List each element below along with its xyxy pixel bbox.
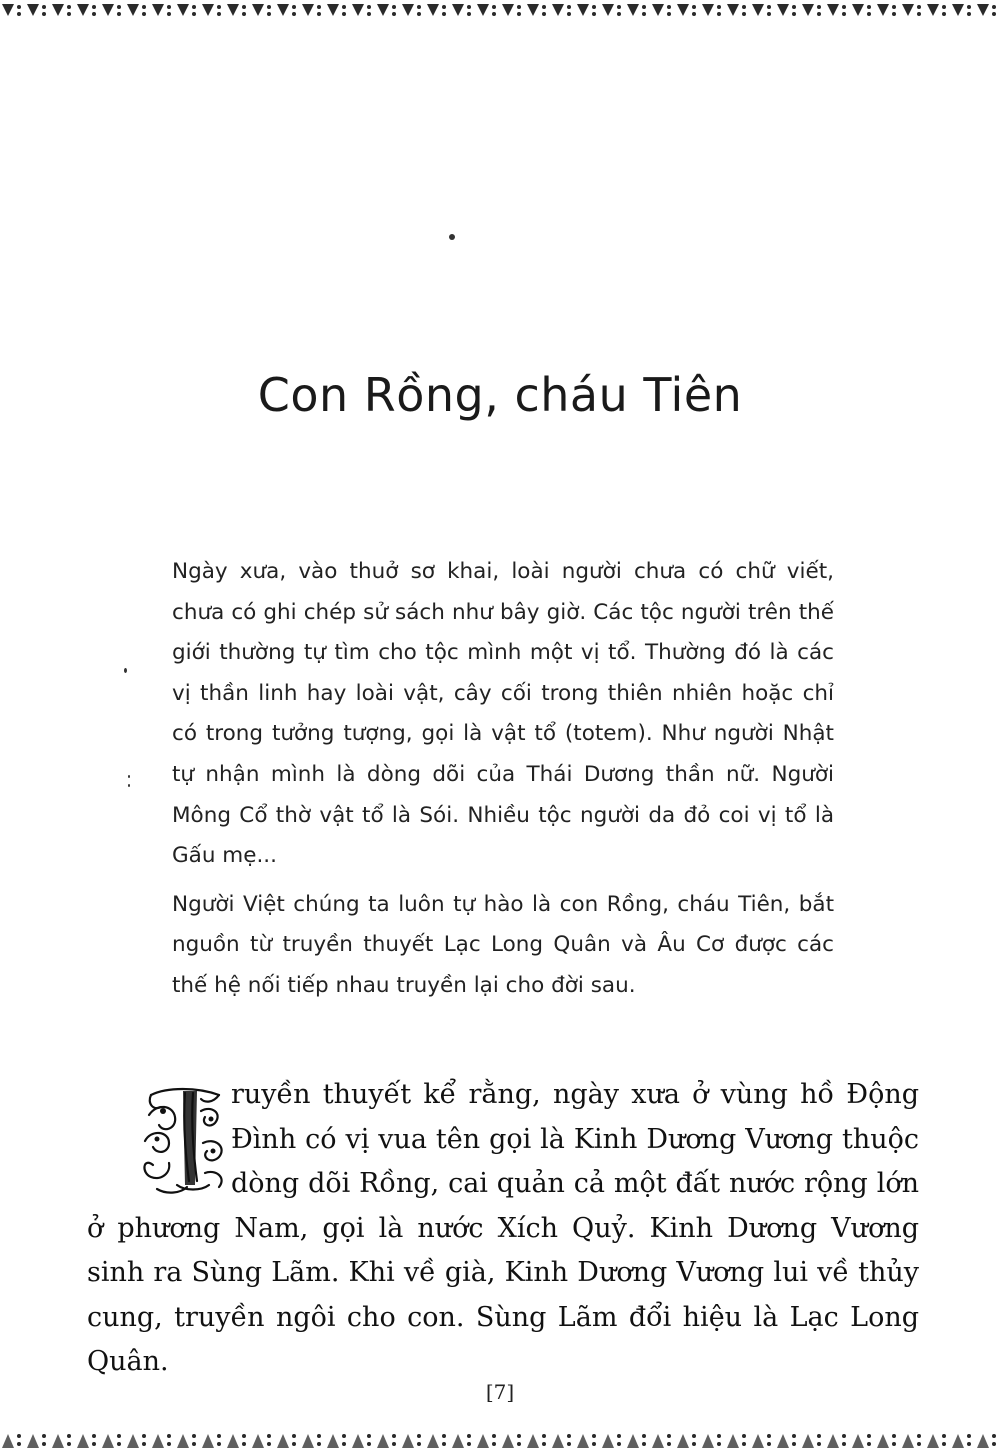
border-triangle xyxy=(927,1434,939,1448)
border-dot xyxy=(967,12,971,16)
border-dot xyxy=(167,5,171,9)
border-triangle xyxy=(652,1434,664,1448)
border-triangle xyxy=(327,4,339,16)
bottom-decorative-border xyxy=(0,1424,1000,1454)
border-dot xyxy=(367,12,371,16)
border-dot xyxy=(392,12,396,16)
border-dot xyxy=(517,5,521,9)
border-dot xyxy=(267,1442,271,1446)
border-dot xyxy=(242,12,246,16)
border-dot xyxy=(667,12,671,16)
border-triangle xyxy=(402,1434,414,1448)
border-dot xyxy=(517,12,521,16)
border-dot xyxy=(442,12,446,16)
border-triangle xyxy=(702,4,714,16)
border-dot xyxy=(167,1434,171,1438)
ornamental-drop-cap xyxy=(87,1081,237,1197)
border-dot xyxy=(992,1434,996,1438)
border-triangle xyxy=(902,4,914,16)
border-triangle xyxy=(977,4,989,16)
chapter-title: Con Rồng, cháu Tiên xyxy=(257,368,743,422)
border-dot xyxy=(742,1442,746,1446)
border-dot xyxy=(217,1434,221,1438)
border-dot xyxy=(92,1442,96,1446)
border-dot xyxy=(617,12,621,16)
border-triangle xyxy=(152,4,164,16)
border-dot xyxy=(917,1442,921,1446)
border-triangle xyxy=(877,1434,889,1448)
border-triangle xyxy=(952,1434,964,1448)
border-triangle xyxy=(602,1434,614,1448)
border-triangle xyxy=(502,1434,514,1448)
border-dot xyxy=(667,1434,671,1438)
border-dot xyxy=(417,1442,421,1446)
border-dot xyxy=(642,1434,646,1438)
border-dot xyxy=(592,1442,596,1446)
border-dot xyxy=(342,1442,346,1446)
border-dot xyxy=(192,5,196,9)
border-triangle xyxy=(902,1434,914,1448)
border-dot xyxy=(492,1442,496,1446)
border-dot xyxy=(967,1442,971,1446)
intro-paragraph: Ngày xưa, vào thuở sơ khai, loài người chưa có chữ viết, chưa có ghi chép sử sách như bây giờ. Các tộc người trên thế giới thường tự tìm cho tộc mình một vị tổ. Thường đó là các vị thần linh hay loài vật, cây cối trong thiên nhiên hoặc chỉ có trong tưởng tượng, gọi là vật tổ (totem). Như người Nhật tự nhận mình là dòng dõi của Thái Dương thần nữ. Người Mông Cổ thờ vật tổ là Sói. Nhiều tộc người da đỏ coi vị tổ là Gấu mẹ... xyxy=(172,559,834,869)
border-dot xyxy=(767,1442,771,1446)
border-triangle xyxy=(52,4,64,16)
border-triangle xyxy=(277,1434,289,1448)
border-dot xyxy=(617,5,621,9)
border-triangle xyxy=(152,1434,164,1448)
border-dot xyxy=(392,1434,396,1438)
drop-cap-ornament-icon xyxy=(87,1081,237,1197)
border-dot xyxy=(792,1442,796,1446)
scan-speck xyxy=(128,784,130,787)
border-dot xyxy=(67,5,71,9)
border-triangle xyxy=(602,4,614,16)
border-dot xyxy=(617,1442,621,1446)
border-triangle xyxy=(402,4,414,16)
border-dot xyxy=(767,1434,771,1438)
border-dot xyxy=(67,1434,71,1438)
border-triangle xyxy=(527,4,539,16)
border-triangle xyxy=(852,4,864,16)
border-dot xyxy=(467,12,471,16)
intro-section xyxy=(172,552,834,1007)
border-dot xyxy=(517,1442,521,1446)
border-triangle xyxy=(77,1434,89,1448)
border-dot xyxy=(642,1442,646,1446)
border-triangle xyxy=(352,4,364,16)
border-dot xyxy=(492,1434,496,1438)
border-triangle xyxy=(102,4,114,16)
border-dot xyxy=(92,1434,96,1438)
border-dot xyxy=(917,12,921,16)
border-dot xyxy=(717,12,721,16)
border-dot xyxy=(842,5,846,9)
border-dot xyxy=(467,1442,471,1446)
border-dot xyxy=(942,12,946,16)
border-triangle xyxy=(102,1434,114,1448)
border-dot xyxy=(467,1434,471,1438)
border-triangle xyxy=(577,4,589,16)
border-triangle xyxy=(227,1434,239,1448)
border-dot xyxy=(417,12,421,16)
scan-speck xyxy=(449,234,455,240)
border-dot xyxy=(292,5,296,9)
border-dot xyxy=(267,12,271,16)
border-dot xyxy=(817,1442,821,1446)
border-dot xyxy=(942,5,946,9)
border-triangle xyxy=(127,4,139,16)
border-triangle xyxy=(77,4,89,16)
border-triangle xyxy=(427,1434,439,1448)
border-triangle xyxy=(827,4,839,16)
border-dot xyxy=(567,12,571,16)
border-dot xyxy=(692,5,696,9)
border-dot xyxy=(767,12,771,16)
border-triangle xyxy=(352,1434,364,1448)
border-dot xyxy=(192,1442,196,1446)
border-dot xyxy=(842,12,846,16)
border-dot xyxy=(167,1442,171,1446)
border-dot xyxy=(342,5,346,9)
story-text: ruyền thuyết kể rằng, ngày xưa ở vùng hồ Động Đình có vị vua tên gọi là Kinh Dương Vương thuộc dòng dõi Rồng, cai quản cả một đất nước rộng lớn ở phương Nam, gọi là nước Xích Quỷ. Kinh Dương Vương sinh ra Sùng Lãm. Khi về già, Kinh Dương Vương lui về thủy cung, truyền ngôi cho con. Sùng Lãm đổi hiệu là Lạc Long Quân. xyxy=(87,1079,919,1377)
border-dot xyxy=(67,12,71,16)
border-dot xyxy=(267,1434,271,1438)
border-dot xyxy=(42,12,46,16)
border-dot xyxy=(442,5,446,9)
border-dot xyxy=(992,12,996,16)
border-triangle xyxy=(377,1434,389,1448)
border-dot xyxy=(442,1434,446,1438)
border-dot xyxy=(942,1434,946,1438)
border-triangle xyxy=(27,1434,39,1448)
border-dot xyxy=(192,12,196,16)
border-triangle xyxy=(877,4,889,16)
border-triangle xyxy=(627,4,639,16)
border-dot xyxy=(592,12,596,16)
border-dot xyxy=(667,5,671,9)
border-dot xyxy=(367,5,371,9)
border-triangle xyxy=(752,1434,764,1448)
border-dot xyxy=(67,1442,71,1446)
border-dot xyxy=(517,1434,521,1438)
border-triangle xyxy=(802,4,814,16)
border-triangle xyxy=(652,4,664,16)
border-dot xyxy=(967,1434,971,1438)
border-dot xyxy=(492,5,496,9)
border-dot xyxy=(317,1442,321,1446)
border-dot xyxy=(292,12,296,16)
border-dot xyxy=(867,1434,871,1438)
border-dot xyxy=(892,1442,896,1446)
border-dot xyxy=(42,1434,46,1438)
story-paragraph xyxy=(87,1073,919,1385)
border-triangle xyxy=(577,1434,589,1448)
scan-speck xyxy=(124,668,127,673)
border-dot xyxy=(142,5,146,9)
border-dot xyxy=(142,1442,146,1446)
border-triangle xyxy=(752,4,764,16)
border-triangle xyxy=(952,4,964,16)
border-dot xyxy=(817,12,821,16)
border-triangle xyxy=(527,1434,539,1448)
border-dot xyxy=(17,5,21,9)
border-dot xyxy=(917,1434,921,1438)
border-triangle xyxy=(727,1434,739,1448)
border-triangle xyxy=(477,1434,489,1448)
border-dot xyxy=(117,5,121,9)
border-triangle xyxy=(927,4,939,16)
border-dot xyxy=(242,1434,246,1438)
border-dot xyxy=(542,1442,546,1446)
border-dot xyxy=(17,1434,21,1438)
border-dot xyxy=(642,5,646,9)
scan-speck xyxy=(128,775,130,778)
border-dot xyxy=(92,12,96,16)
border-dot xyxy=(217,5,221,9)
border-dot xyxy=(992,1442,996,1446)
border-triangle xyxy=(552,1434,564,1448)
border-dot xyxy=(142,1434,146,1438)
border-triangle xyxy=(252,4,264,16)
border-dot xyxy=(342,1434,346,1438)
border-dot xyxy=(792,5,796,9)
border-dot xyxy=(42,5,46,9)
border-dot xyxy=(567,1442,571,1446)
border-dot xyxy=(417,5,421,9)
border-dot xyxy=(542,12,546,16)
border-dot xyxy=(717,5,721,9)
border-dot xyxy=(367,1434,371,1438)
border-dot xyxy=(692,1434,696,1438)
border-dot xyxy=(742,1434,746,1438)
border-triangle xyxy=(977,1434,989,1448)
border-dot xyxy=(767,5,771,9)
border-dot xyxy=(642,12,646,16)
border-dot xyxy=(592,1434,596,1438)
border-triangle xyxy=(852,1434,864,1448)
border-triangle xyxy=(727,4,739,16)
border-dot xyxy=(17,12,21,16)
border-triangle xyxy=(677,1434,689,1448)
border-dot xyxy=(542,1434,546,1438)
border-dot xyxy=(892,5,896,9)
border-dot xyxy=(742,5,746,9)
border-dot xyxy=(267,5,271,9)
border-dot xyxy=(17,1442,21,1446)
border-triangle xyxy=(127,1434,139,1448)
border-triangle xyxy=(427,4,439,16)
border-dot xyxy=(717,1434,721,1438)
border-dot xyxy=(392,5,396,9)
border-dot xyxy=(42,1442,46,1446)
border-dot xyxy=(292,1434,296,1438)
border-triangle xyxy=(227,4,239,16)
border-triangle xyxy=(277,4,289,16)
border-dot xyxy=(317,12,321,16)
border-triangle xyxy=(702,1434,714,1448)
border-triangle xyxy=(177,4,189,16)
border-dot xyxy=(617,1434,621,1438)
border-dot xyxy=(317,1434,321,1438)
border-triangle xyxy=(177,1434,189,1448)
border-dot xyxy=(217,1442,221,1446)
border-triangle xyxy=(52,1434,64,1448)
border-dot xyxy=(667,1442,671,1446)
border-triangle xyxy=(27,4,39,16)
border-triangle xyxy=(452,4,464,16)
border-dot xyxy=(742,12,746,16)
border-triangle xyxy=(627,1434,639,1448)
border-triangle xyxy=(552,4,564,16)
border-dot xyxy=(192,1434,196,1438)
border-dot xyxy=(692,1442,696,1446)
border-dot xyxy=(817,5,821,9)
border-dot xyxy=(317,5,321,9)
border-dot xyxy=(367,1442,371,1446)
border-dot xyxy=(942,1442,946,1446)
border-triangle xyxy=(2,1434,14,1448)
border-triangle xyxy=(327,1434,339,1448)
border-dot xyxy=(117,1434,121,1438)
border-dot xyxy=(467,5,471,9)
border-dot xyxy=(417,1434,421,1438)
border-triangle xyxy=(202,4,214,16)
border-dot xyxy=(392,1442,396,1446)
border-triangle xyxy=(2,4,14,16)
border-dot xyxy=(967,5,971,9)
border-dot xyxy=(242,1442,246,1446)
border-dot xyxy=(117,1442,121,1446)
border-dot xyxy=(542,5,546,9)
border-triangle xyxy=(827,1434,839,1448)
border-dot xyxy=(217,12,221,16)
border-triangle xyxy=(377,4,389,16)
border-dot xyxy=(92,5,96,9)
border-dot xyxy=(242,5,246,9)
intro-paragraph: Người Việt chúng ta luôn tự hào là con Rồng, cháu Tiên, bắt nguồn từ truyền thuyết Lạc Long Quân và Âu Cơ được các thế hệ nối tiếp nhau truyền lại cho đời sau. xyxy=(172,891,834,998)
border-triangle xyxy=(502,4,514,16)
border-triangle xyxy=(252,1434,264,1448)
top-decorative-border xyxy=(0,0,1000,30)
border-dot xyxy=(167,12,171,16)
border-dot xyxy=(792,12,796,16)
border-dot xyxy=(867,5,871,9)
border-dot xyxy=(992,5,996,9)
border-dot xyxy=(692,12,696,16)
border-triangle xyxy=(777,1434,789,1448)
border-triangle xyxy=(477,4,489,16)
border-dot xyxy=(867,1442,871,1446)
border-triangle xyxy=(452,1434,464,1448)
border-triangle xyxy=(677,4,689,16)
border-triangle xyxy=(302,1434,314,1448)
border-dot xyxy=(842,1434,846,1438)
border-triangle xyxy=(802,1434,814,1448)
border-triangle xyxy=(777,4,789,16)
border-dot xyxy=(567,1434,571,1438)
border-triangle xyxy=(302,4,314,16)
border-dot xyxy=(792,1434,796,1438)
border-dot xyxy=(142,12,146,16)
border-dot xyxy=(117,12,121,16)
page-number: [7] xyxy=(485,1380,515,1404)
border-dot xyxy=(442,1442,446,1446)
border-dot xyxy=(892,1434,896,1438)
border-dot xyxy=(292,1442,296,1446)
border-dot xyxy=(892,12,896,16)
border-dot xyxy=(867,12,871,16)
border-dot xyxy=(592,5,596,9)
border-dot xyxy=(717,1442,721,1446)
border-dot xyxy=(817,1434,821,1438)
border-dot xyxy=(917,5,921,9)
border-dot xyxy=(342,12,346,16)
border-dot xyxy=(492,12,496,16)
border-dot xyxy=(842,1442,846,1446)
border-dot xyxy=(567,5,571,9)
border-triangle xyxy=(202,1434,214,1448)
